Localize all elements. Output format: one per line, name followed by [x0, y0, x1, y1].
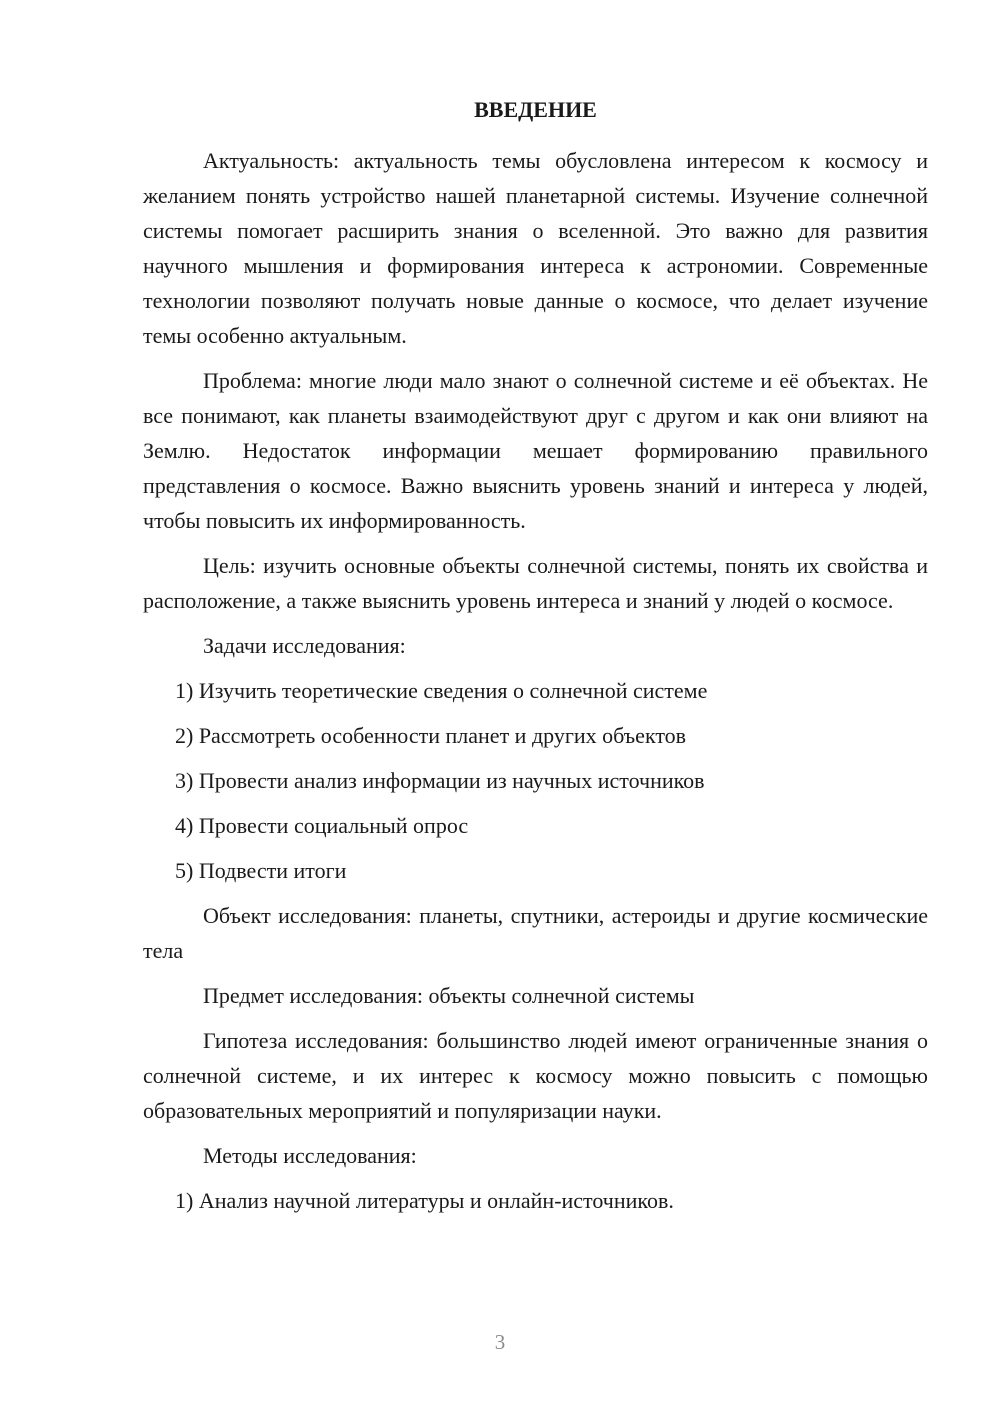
methods-heading: Методы исследования:: [203, 1143, 417, 1168]
relevance-paragraph: Актуальность: актуальность темы обусловлена интересом к космосу и желанием понять устройство нашей планетарной системы. Изучение солнечной системы помогает расширить знания о вселенной. Это важно для развития научного мышления и формирования интереса к астрономии. Современные технологии позволяют получать новые данные о космосе, что делает изучение темы особенно актуальным.: [143, 148, 928, 348]
task-item: 3) Провести анализ информации из научных источников: [175, 768, 705, 793]
task-item: 5) Подвести итоги: [175, 858, 347, 883]
goal-paragraph: Цель: изучить основные объекты солнечной системы, понять их свойства и расположение, а также выяснить уровень интереса и знаний у людей о космосе.: [143, 553, 928, 613]
subject-paragraph: Предмет исследования: объекты солнечной системы: [203, 983, 695, 1008]
hypothesis-paragraph: Гипотеза исследования: большинство людей имеют ограниченные знания о солнечной системе, и их интерес к космосу можно повысить с помощью образовательных мероприятий и популяризации науки.: [143, 1028, 928, 1123]
document-page: [143, 92, 928, 1228]
tasks-heading: Задачи исследования:: [203, 633, 406, 658]
task-item: 4) Провести социальный опрос: [175, 813, 469, 838]
task-item: 2) Рассмотреть особенности планет и других объектов: [175, 723, 687, 748]
problem-paragraph: Проблема: многие люди мало знают о солнечной системе и её объектах. Не все понимают, как планеты взаимодействуют друг с другом и как они влияют на Землю. Недостаток информации мешает формированию правильного представления о космосе. Важно выяснить уровень знаний и интереса у людей, чтобы повысить их информированность.: [143, 368, 928, 533]
page-number: 3: [494, 1330, 506, 1354]
task-item: 1) Изучить теоретические сведения о солнечной системе: [175, 678, 708, 703]
object-paragraph: Объект исследования: планеты, спутники, астероиды и другие космические тела: [143, 903, 928, 963]
method-item: 1) Анализ научной литературы и онлайн-источников.: [175, 1188, 674, 1213]
page-title: ВВЕДЕНИЕ: [474, 97, 597, 122]
